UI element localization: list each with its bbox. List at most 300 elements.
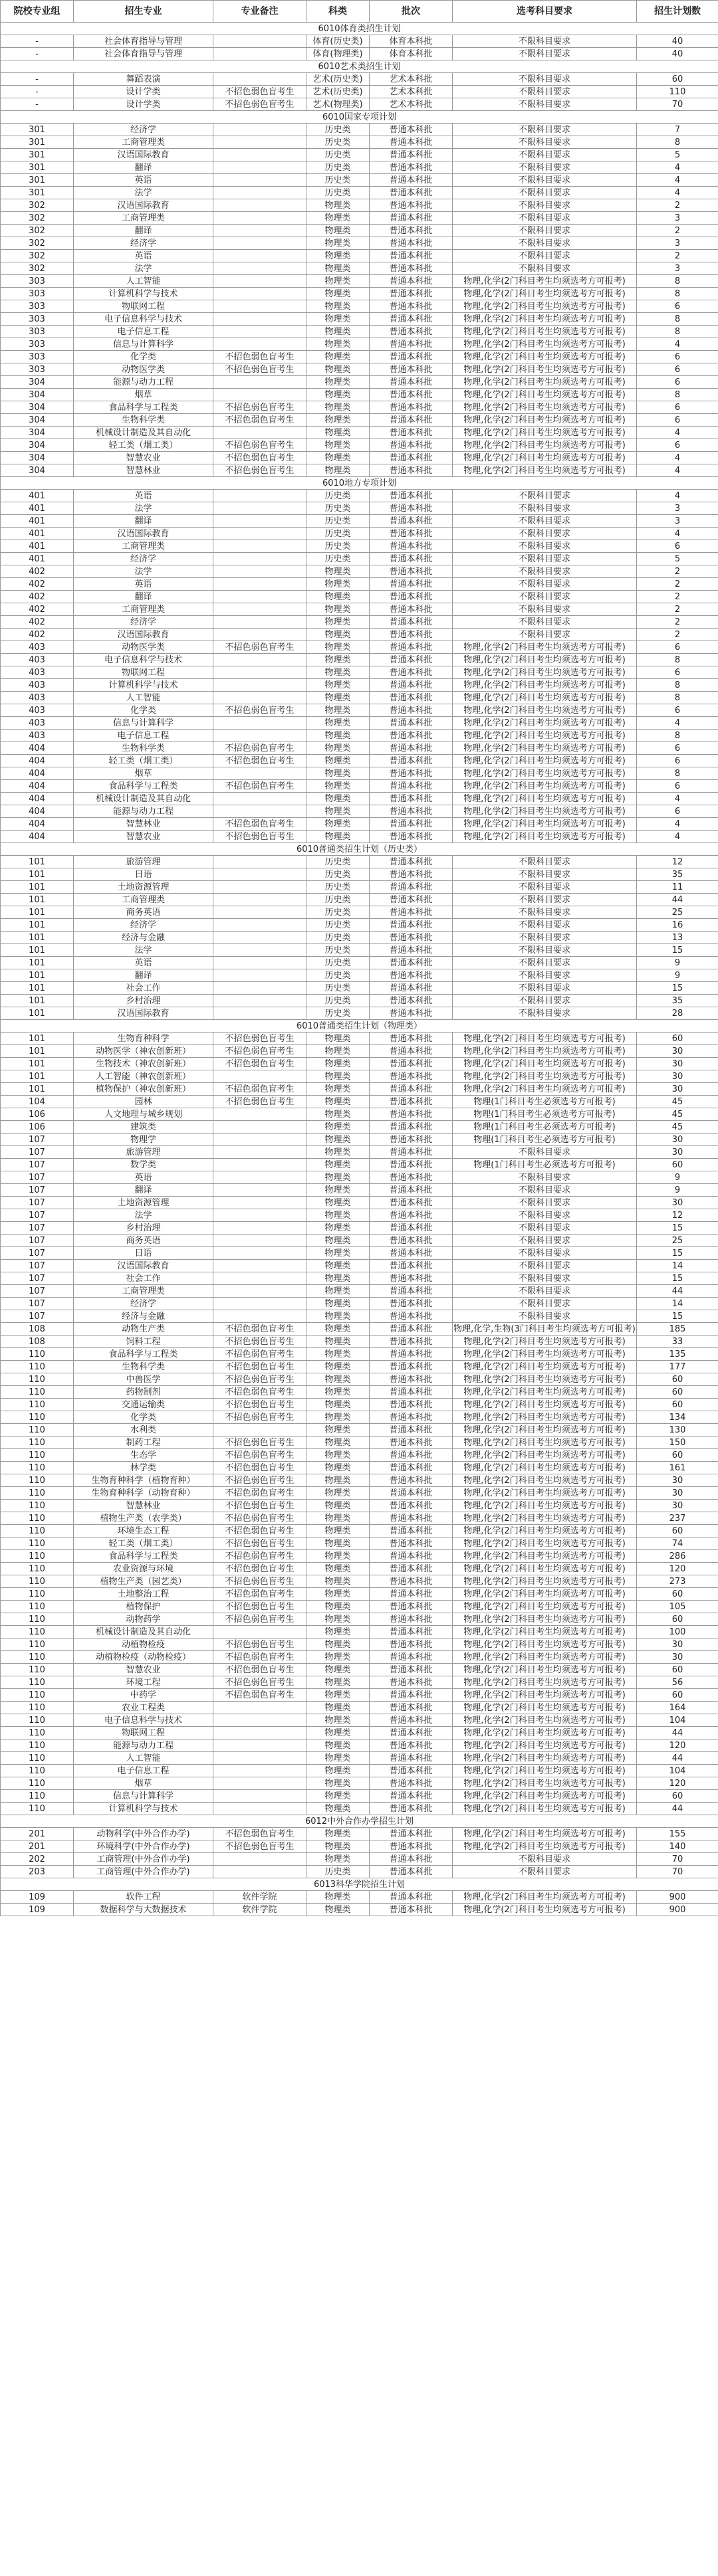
requirement-cell: 物理,化学(2门科目考生均须选考方可报考) [453, 1626, 637, 1638]
category-cell: 物理类 [306, 1260, 370, 1272]
group-cell: 110 [1, 1525, 74, 1537]
major-cell: 林学类 [74, 1462, 213, 1474]
group-cell: 110 [1, 1487, 74, 1500]
major-cell: 翻译 [74, 515, 213, 528]
batch-cell: 普通本科批 [370, 1550, 453, 1563]
major-cell: 生物技术（神农创新班） [74, 1058, 213, 1070]
requirement-cell: 物理,化学(2门科目考生均须选考方可报考) [453, 338, 637, 351]
table-row [1, 591, 718, 603]
major-cell: 翻译 [74, 161, 213, 174]
note-cell [213, 578, 306, 591]
major-cell: 英语 [74, 1171, 213, 1184]
note-cell [213, 313, 306, 326]
batch-cell: 普通本科批 [370, 1386, 453, 1399]
batch-cell: 普通本科批 [370, 1121, 453, 1134]
category-cell: 历史类 [306, 957, 370, 969]
batch-cell: 普通本科批 [370, 831, 453, 843]
quota-cell: 15 [637, 1310, 718, 1323]
table-row [1, 262, 718, 275]
batch-cell: 普通本科批 [370, 326, 453, 338]
requirement-cell: 不限科目要求 [453, 98, 637, 111]
note-cell: 不招色弱色盲考生 [213, 1323, 306, 1336]
major-cell: 生物科学类 [74, 414, 213, 427]
requirement-cell: 物理,化学(2门科目考生均须选考方可报考) [453, 1070, 637, 1083]
major-cell: 动物生产类 [74, 1323, 213, 1336]
major-cell: 英语 [74, 957, 213, 969]
table-row [1, 1828, 718, 1840]
major-cell: 社会体育指导与管理 [74, 35, 213, 48]
quota-cell: 60 [637, 1689, 718, 1702]
note-cell: 不招色弱色盲考生 [213, 831, 306, 843]
quota-cell: 7 [637, 124, 718, 136]
requirement-cell: 不限科目要求 [453, 995, 637, 1007]
note-cell [213, 1424, 306, 1437]
quota-cell: 8 [637, 326, 718, 338]
major-cell: 经济学 [74, 553, 213, 565]
group-cell: 301 [1, 161, 74, 174]
major-cell: 化学类 [74, 704, 213, 717]
table-row [1, 1108, 718, 1121]
note-cell: 不招色弱色盲考生 [213, 818, 306, 831]
requirement-cell: 物理,化学(2门科目考生均须选考方可报考) [453, 1437, 637, 1449]
major-cell: 食品科学与工程类 [74, 1348, 213, 1361]
major-cell: 能源与动力工程 [74, 805, 213, 818]
quota-cell: 286 [637, 1550, 718, 1563]
note-cell: 不招色弱色盲考生 [213, 1083, 306, 1096]
major-cell: 日语 [74, 868, 213, 881]
group-cell: 402 [1, 591, 74, 603]
batch-cell: 普通本科批 [370, 1803, 453, 1815]
category-cell: 物理类 [306, 376, 370, 389]
quota-cell: 8 [637, 679, 718, 692]
group-cell: 301 [1, 136, 74, 149]
batch-cell: 普通本科批 [370, 1171, 453, 1184]
major-cell: 经济学 [74, 124, 213, 136]
batch-cell: 普通本科批 [370, 262, 453, 275]
major-cell: 乡村治理 [74, 1222, 213, 1235]
table-row [1, 818, 718, 831]
group-cell: 401 [1, 528, 74, 540]
note-cell [213, 982, 306, 995]
note-cell: 不招色弱色盲考生 [213, 1613, 306, 1626]
quota-cell: 60 [637, 1386, 718, 1399]
quota-cell: 4 [637, 452, 718, 464]
requirement-cell: 物理,化学(2门科目考生均须选考方可报考) [453, 1790, 637, 1803]
batch-cell: 普通本科批 [370, 969, 453, 982]
note-cell [213, 136, 306, 149]
table-row [1, 225, 718, 237]
table-row [1, 1803, 718, 1815]
batch-cell: 普通本科批 [370, 666, 453, 679]
note-cell: 不招色弱色盲考生 [213, 1033, 306, 1045]
requirement-cell: 不限科目要求 [453, 124, 637, 136]
category-cell: 物理类 [306, 1803, 370, 1815]
group-cell: 101 [1, 868, 74, 881]
category-cell: 物理类 [306, 818, 370, 831]
category-cell: 物理类 [306, 730, 370, 742]
requirement-cell: 物理,化学(2门科目考生均须选考方可报考) [453, 1651, 637, 1664]
note-cell: 不招色弱色盲考生 [213, 780, 306, 793]
major-cell: 植物生产类（农学类） [74, 1512, 213, 1525]
table-row [1, 578, 718, 591]
note-cell: 软件学院 [213, 1904, 306, 1916]
major-cell: 动物医学（神农创新班） [74, 1045, 213, 1058]
quota-cell: 4 [637, 717, 718, 730]
quota-cell: 6 [637, 300, 718, 313]
major-cell: 电子信息科学与技术 [74, 654, 213, 666]
group-cell: 110 [1, 1373, 74, 1386]
batch-cell: 普通本科批 [370, 1424, 453, 1437]
table-row [1, 1714, 718, 1727]
batch-cell: 普通本科批 [370, 1159, 453, 1171]
quota-cell: 4 [637, 161, 718, 174]
requirement-cell: 物理,化学(2门科目考生均须选考方可报考) [453, 1348, 637, 1361]
major-cell: 人文地理与城乡规划 [74, 1108, 213, 1121]
group-cell: 107 [1, 1146, 74, 1159]
note-cell [213, 1272, 306, 1285]
table-row [1, 1752, 718, 1765]
batch-cell: 普通本科批 [370, 439, 453, 452]
batch-cell: 普通本科批 [370, 1184, 453, 1197]
requirement-cell: 物理,化学(2门科目考生均须选考方可报考) [453, 692, 637, 704]
note-cell [213, 654, 306, 666]
note-cell [213, 591, 306, 603]
requirement-cell: 不限科目要求 [453, 1197, 637, 1209]
quota-cell: 110 [637, 86, 718, 98]
category-cell: 物理类 [306, 1134, 370, 1146]
note-cell [213, 1310, 306, 1323]
table-row [1, 919, 718, 932]
major-cell: 能源与动力工程 [74, 376, 213, 389]
category-cell: 物理类 [306, 1121, 370, 1134]
group-cell: 404 [1, 793, 74, 805]
note-cell [213, 1739, 306, 1752]
requirement-cell: 不限科目要求 [453, 957, 637, 969]
category-cell: 物理类 [306, 1159, 370, 1171]
group-cell: 401 [1, 502, 74, 515]
table-row [1, 35, 718, 48]
section-row [1, 60, 718, 73]
requirement-cell: 物理,化学(2门科目考生均须选考方可报考) [453, 1462, 637, 1474]
requirement-cell: 不限科目要求 [453, 603, 637, 616]
table-row [1, 1739, 718, 1752]
note-cell [213, 389, 306, 401]
major-cell: 烟草 [74, 767, 213, 780]
batch-cell: 普通本科批 [370, 730, 453, 742]
group-cell: 110 [1, 1437, 74, 1449]
group-cell: 110 [1, 1386, 74, 1399]
table-row [1, 1373, 718, 1386]
major-cell: 经济学 [74, 1298, 213, 1310]
quota-cell: 45 [637, 1108, 718, 1121]
note-cell: 不招色弱色盲考生 [213, 1537, 306, 1550]
note-cell [213, 35, 306, 48]
major-cell: 工商管理类 [74, 1285, 213, 1298]
batch-cell: 普通本科批 [370, 149, 453, 161]
note-cell [213, 174, 306, 187]
section-title: 6010体育类招生计划 [1, 23, 718, 35]
note-cell: 不招色弱色盲考生 [213, 98, 306, 111]
requirement-cell: 物理,化学(2门科目考生均须选考方可报考) [453, 1803, 637, 1815]
category-cell: 物理类 [306, 1474, 370, 1487]
note-cell: 不招色弱色盲考生 [213, 1512, 306, 1525]
category-cell: 物理类 [306, 1247, 370, 1260]
group-cell: 301 [1, 187, 74, 199]
category-cell: 物理类 [306, 1727, 370, 1739]
quota-cell: 2 [637, 250, 718, 262]
category-cell: 历史类 [306, 906, 370, 919]
quota-cell: 8 [637, 654, 718, 666]
quota-cell: 3 [637, 515, 718, 528]
note-cell [213, 868, 306, 881]
group-cell: 403 [1, 654, 74, 666]
note-cell: 不招色弱色盲考生 [213, 414, 306, 427]
batch-cell: 普通本科批 [370, 288, 453, 300]
table-row [1, 730, 718, 742]
group-cell: 101 [1, 919, 74, 932]
note-cell: 不招色弱色盲考生 [213, 1386, 306, 1399]
table-row [1, 1184, 718, 1197]
requirement-cell: 不限科目要求 [453, 1310, 637, 1323]
quota-cell: 155 [637, 1828, 718, 1840]
batch-cell: 普通本科批 [370, 704, 453, 717]
category-cell: 物理类 [306, 1108, 370, 1121]
batch-cell: 普通本科批 [370, 1045, 453, 1058]
note-cell [213, 376, 306, 389]
quota-cell: 2 [637, 199, 718, 212]
batch-cell: 普通本科批 [370, 1070, 453, 1083]
group-cell: 302 [1, 199, 74, 212]
batch-cell: 普通本科批 [370, 1904, 453, 1916]
note-cell: 不招色弱色盲考生 [213, 1096, 306, 1108]
requirement-cell: 物理,化学(2门科目考生均须选考方可报考) [453, 1904, 637, 1916]
category-cell: 物理类 [306, 363, 370, 376]
requirement-cell: 不限科目要求 [453, 1866, 637, 1878]
requirement-cell: 不限科目要求 [453, 540, 637, 553]
requirement-cell: 不限科目要求 [453, 490, 637, 502]
quota-cell: 2 [637, 591, 718, 603]
category-cell: 物理类 [306, 679, 370, 692]
quota-cell: 8 [637, 767, 718, 780]
major-cell: 中兽医学 [74, 1373, 213, 1386]
table-row [1, 616, 718, 629]
group-cell: 303 [1, 363, 74, 376]
category-cell: 物理类 [306, 1285, 370, 1298]
batch-cell: 普通本科批 [370, 1840, 453, 1853]
note-cell [213, 1209, 306, 1222]
batch-cell: 普通本科批 [370, 1525, 453, 1537]
table-row [1, 1134, 718, 1146]
quota-cell: 30 [637, 1500, 718, 1512]
quota-cell: 33 [637, 1336, 718, 1348]
group-cell: 107 [1, 1184, 74, 1197]
batch-cell: 普通本科批 [370, 161, 453, 174]
table-row [1, 174, 718, 187]
note-cell: 不招色弱色盲考生 [213, 1525, 306, 1537]
quota-cell: 35 [637, 868, 718, 881]
group-cell: 402 [1, 616, 74, 629]
group-cell: 110 [1, 1702, 74, 1714]
quota-cell: 237 [637, 1512, 718, 1525]
table-row [1, 98, 718, 111]
group-cell: 401 [1, 515, 74, 528]
major-cell: 土地整治工程 [74, 1588, 213, 1601]
major-cell: 工商管理类 [74, 136, 213, 149]
table-row [1, 755, 718, 767]
requirement-cell: 物理,化学,生物(3门科目考生均须选考方可报考) [453, 1324, 636, 1334]
requirement-cell: 不限科目要求 [453, 982, 637, 995]
group-cell: 110 [1, 1411, 74, 1424]
requirement-cell: 物理,化学(2门科目考生均须选考方可报考) [453, 717, 637, 730]
category-cell: 物理类 [306, 1790, 370, 1803]
table-row [1, 1676, 718, 1689]
quota-cell: 140 [637, 1840, 718, 1853]
requirement-cell: 不限科目要求 [453, 262, 637, 275]
group-cell: 101 [1, 1045, 74, 1058]
quota-cell: 6 [637, 376, 718, 389]
quota-cell: 4 [637, 793, 718, 805]
batch-cell: 普通本科批 [370, 528, 453, 540]
major-cell: 制药工程 [74, 1437, 213, 1449]
category-cell: 历史类 [306, 136, 370, 149]
quota-cell: 14 [637, 1260, 718, 1272]
category-cell: 物理类 [306, 389, 370, 401]
quota-cell: 273 [637, 1575, 718, 1588]
group-cell: 304 [1, 427, 74, 439]
group-cell: 110 [1, 1424, 74, 1437]
category-cell: 物理类 [306, 666, 370, 679]
note-cell [213, 616, 306, 629]
table-row [1, 1651, 718, 1664]
group-cell: 109 [1, 1904, 74, 1916]
major-cell: 工商管理类 [74, 540, 213, 553]
quota-cell: 135 [637, 1348, 718, 1361]
quota-cell: 4 [637, 187, 718, 199]
note-cell [213, 237, 306, 250]
batch-cell: 普通本科批 [370, 1310, 453, 1323]
group-cell: 107 [1, 1285, 74, 1298]
note-cell [213, 793, 306, 805]
category-cell: 物理类 [306, 212, 370, 225]
note-cell [213, 1134, 306, 1146]
note-cell [213, 603, 306, 616]
batch-cell: 普通本科批 [370, 767, 453, 780]
category-cell: 物理类 [306, 288, 370, 300]
batch-cell: 普通本科批 [370, 1866, 453, 1878]
note-cell: 不招色弱色盲考生 [213, 1563, 306, 1575]
category-cell: 历史类 [306, 174, 370, 187]
requirement-cell: 物理,化学(2门科目考生均须选考方可报考) [453, 780, 637, 793]
group-cell: 104 [1, 1096, 74, 1108]
table-row [1, 1222, 718, 1235]
group-cell: 110 [1, 1765, 74, 1777]
batch-cell: 普通本科批 [370, 1399, 453, 1411]
batch-cell: 普通本科批 [370, 414, 453, 427]
major-cell: 汉语国际教育 [74, 199, 213, 212]
requirement-cell: 不限科目要求 [453, 136, 637, 149]
group-cell: 404 [1, 831, 74, 843]
group-cell: 110 [1, 1500, 74, 1512]
category-cell: 物理类 [306, 1373, 370, 1386]
batch-cell: 体育本科批 [370, 48, 453, 60]
batch-cell: 普通本科批 [370, 1285, 453, 1298]
batch-cell: 普通本科批 [370, 553, 453, 565]
requirement-cell: 物理,化学(2门科目考生均须选考方可报考) [453, 1702, 637, 1714]
group-cell: 403 [1, 730, 74, 742]
category-cell: 历史类 [306, 553, 370, 565]
table-row [1, 1525, 718, 1537]
group-cell: 110 [1, 1651, 74, 1664]
quota-cell: 15 [637, 1247, 718, 1260]
note-cell [213, 326, 306, 338]
major-cell: 英语 [74, 174, 213, 187]
quota-cell: 100 [637, 1626, 718, 1638]
note-cell [213, 995, 306, 1007]
table-row [1, 1702, 718, 1714]
group-cell: - [1, 73, 74, 86]
batch-cell: 普通本科批 [370, 1537, 453, 1550]
table-row [1, 73, 718, 86]
requirement-cell: 物理,化学(2门科目考生均须选考方可报考) [453, 1474, 637, 1487]
batch-cell: 普通本科批 [370, 1474, 453, 1487]
group-cell: 301 [1, 149, 74, 161]
requirement-cell: 物理,化学(2门科目考生均须选考方可报考) [453, 1638, 637, 1651]
batch-cell: 普通本科批 [370, 1146, 453, 1159]
note-cell [213, 1790, 306, 1803]
group-cell: 101 [1, 995, 74, 1007]
table-row [1, 944, 718, 957]
requirement-cell: 物理,化学(2门科目考生均须选考方可报考) [453, 1727, 637, 1739]
group-cell: 101 [1, 982, 74, 995]
table-row [1, 641, 718, 654]
batch-cell: 普通本科批 [370, 174, 453, 187]
quota-cell: 2 [637, 603, 718, 616]
note-cell [213, 1222, 306, 1235]
table-row [1, 1588, 718, 1601]
category-cell: 物理类 [306, 1550, 370, 1563]
requirement-cell: 不限科目要求 [453, 894, 637, 906]
category-cell: 物理类 [306, 1058, 370, 1070]
quota-cell: 6 [637, 780, 718, 793]
section-title: 6010国家专项计划 [1, 111, 718, 124]
batch-cell: 普通本科批 [370, 1197, 453, 1209]
quota-cell: 6 [637, 439, 718, 452]
requirement-cell: 物理,化学(2门科目考生均须选考方可报考) [453, 755, 637, 767]
table-row [1, 1853, 718, 1866]
group-cell: 110 [1, 1550, 74, 1563]
major-cell: 智慧林业 [74, 1500, 213, 1512]
category-cell: 物理类 [306, 1828, 370, 1840]
note-cell [213, 1260, 306, 1272]
note-cell: 不招色弱色盲考生 [213, 1601, 306, 1613]
note-cell [213, 225, 306, 237]
batch-cell: 普通本科批 [370, 1247, 453, 1260]
note-cell: 不招色弱色盲考生 [213, 1689, 306, 1702]
category-cell: 物理类 [306, 1575, 370, 1588]
table-row [1, 1033, 718, 1045]
note-cell [213, 1285, 306, 1298]
group-cell: - [1, 98, 74, 111]
quota-cell: 44 [637, 894, 718, 906]
table-row [1, 288, 718, 300]
note-cell: 不招色弱色盲考生 [213, 1676, 306, 1689]
requirement-cell: 物理,化学(2门科目考生均须选考方可报考) [453, 704, 637, 717]
table-row [1, 502, 718, 515]
category-cell: 艺术(历史类) [306, 86, 370, 98]
category-cell: 体育(历史类) [306, 35, 370, 48]
table-row [1, 1146, 718, 1159]
group-cell: 402 [1, 565, 74, 578]
